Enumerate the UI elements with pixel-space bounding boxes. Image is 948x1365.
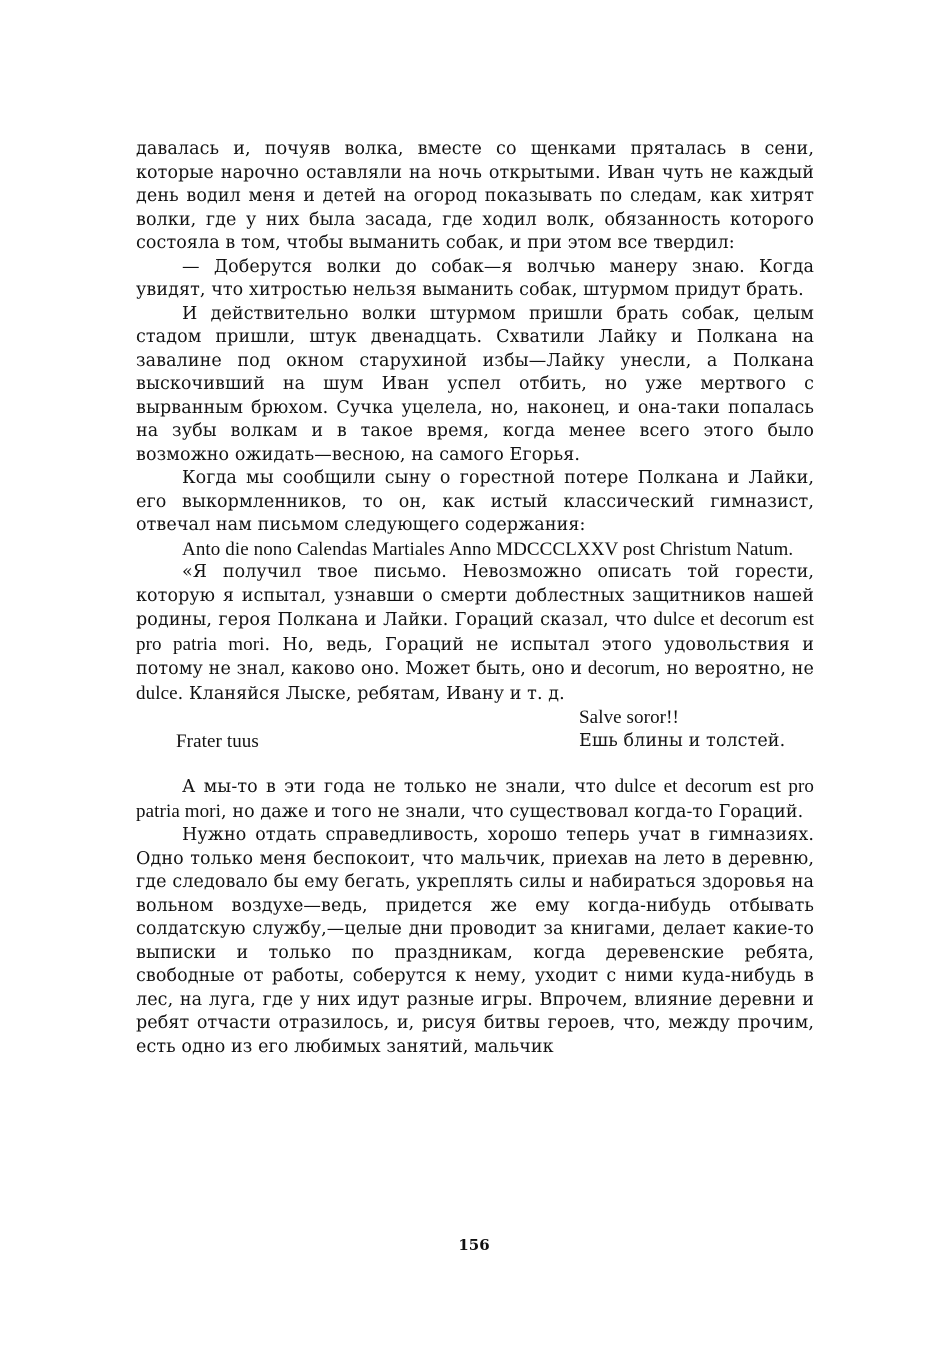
- latin-date-line: Anto die nono Calendas Martiales Anno MDCCCLXXV post Christum Natum.: [182, 538, 794, 560]
- signature-left: Frater tuus: [176, 730, 259, 752]
- letter-latin-2: decorum: [587, 658, 656, 679]
- main-text: [136, 138, 814, 1059]
- letter-text-4: . Кланяйся Лыске, ребятам, Ивану и т. д.: [177, 683, 565, 704]
- signature-row: [136, 730, 814, 754]
- salutation: Salve soror!!: [579, 707, 679, 728]
- letter-body: [136, 561, 814, 706]
- letter-latin-3: dulce: [136, 682, 178, 704]
- paragraph-3: И действительно волки штурмом пришли брать собак, целым стадом пришли, штук двенадцать. Схватили Лайку и Полкана на завалине под окном старухиной избы—Лайку унесли, а Полкана выскочивший на шум Иван успел отбить, но уже мертвого с вырванным брюхом. Сучка уцелела, но, наконец, и она-таки попалась на зубы волкам и в такое время, когда менее всего этого было возможно ожидать—весною, на самого Егорья.: [136, 303, 814, 465]
- paragraph-4: Когда мы сообщили сыну о горестной потере Полкана и Лайки, его выкормленников, то он, как истый классический гимназист, отвечал нам письмом следующего содержания:: [136, 468, 814, 535]
- letter-text-2: . Но, ведь, Гораций не испытал этого удовольствия и потому не знал, каково оно. Может быть, оно и: [136, 634, 814, 679]
- paragraph-5-text-2: , но даже и того не знали, что существовал когда-то Гораций.: [221, 801, 804, 822]
- letter-text-1: «Я получил твое письмо. Невозможно описать той горести, которую я испытал, узнавши о смерти доблестных защитников нашей родины, героя Полкана и Лайки. Гораций сказал, что: [136, 562, 814, 630]
- paragraph-6: Нужно отдать справедливость, хорошо теперь учат в гимназиях. Одно только меня беспокоит, что мальчик, приехав на лето в деревню, где следовало бы ему бегать, укреплять силы и набираться здоровья на вольном воздухе—ведь, придется же ему когда-нибудь отбывать солдатскую службу,—целые дни проводит за книгами, делает какие-то выписки и только по праздникам, когда деревенские ребята, свободные от работы, соберутся к нему, уходит с ними куда-нибудь в лес, на луга, где у них идут разные игры. Впрочем, влияние деревни и ребят отчасти отразилось, и, рисуя битвы героев, что, между прочим, есть одно из его любимых занятий, мальчик: [136, 825, 814, 1057]
- paragraph-5-text-1: А мы-то в эти года не только не знали, что: [182, 777, 615, 797]
- salutation-row: [136, 706, 814, 730]
- paragraph-5: [136, 775, 814, 824]
- letter-text-3: , но вероятно, не: [655, 659, 814, 679]
- page-number: 156: [458, 1236, 490, 1254]
- paragraph-2: — Доберутся волки до собак—я волчью манеру знаю. Когда увидят, что хитростью нельзя выманить собак, штурмом придут брать.: [136, 256, 814, 300]
- letter-latin-1: dulce et decorum est pro patria mori: [136, 609, 814, 655]
- paragraph-1: давалась и, почуяв волка, вместе со щенками пряталась в сени, которые нарочно оставляли на ночь открытыми. Иван чуть не каждый день водил меня и детей на огород показывать по следам, как хитрят волки, где у них была засада, где ходил волк, обязанность которого состояла в том, чтобы выманить собак, и при этом все твердил:: [136, 139, 814, 253]
- signature-right: Ешь блины и толстей.: [579, 730, 786, 751]
- paragraph-5-latin: dulce et decorum est pro patria mori: [136, 776, 814, 822]
- spacer: [136, 753, 814, 775]
